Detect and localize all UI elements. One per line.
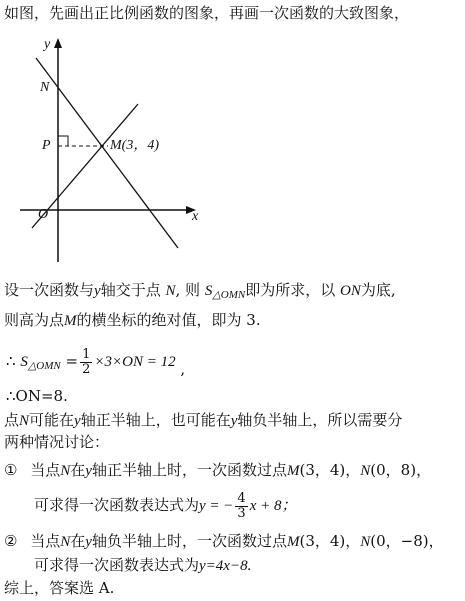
case1-n: N (60, 463, 71, 479)
eq1-s: S (20, 354, 28, 370)
eq1-frac (80, 348, 92, 377)
case1-y: y (85, 463, 92, 479)
conclusion: 综上，答案选 A. (4, 579, 115, 597)
case2-d: (3，4)， (299, 532, 361, 550)
case2-n: N (60, 534, 71, 550)
intro-text: 如图，先画出正比例函数的图象，再画一次函数的大致图象， (4, 4, 410, 22)
p3-d: 轴负半轴上，所以需要分 (237, 411, 403, 429)
case1-num: 4 (237, 490, 246, 506)
p3-y2: y (230, 413, 238, 429)
case1-d: (3，4)， (299, 461, 361, 479)
eq1-rest: ×3×ON = 12 (94, 354, 176, 370)
case2-e: (0，−8)， (370, 532, 444, 550)
case-2-line-2 (34, 555, 251, 576)
case1-n2: N (360, 463, 371, 479)
case-1-line-1 (4, 460, 431, 481)
eq1-eq: = (65, 352, 79, 370)
p1-n: N (165, 283, 176, 299)
p2-b: 的横坐标的绝对值，即为 3. (76, 311, 261, 329)
x-axis-label: x (192, 209, 199, 224)
case1-marker: ① (4, 461, 18, 479)
right-angle-mark (58, 136, 68, 146)
eq1-comma: , (180, 360, 186, 378)
p1-s: S (204, 283, 213, 299)
case1-a: 当点 (30, 461, 61, 479)
equation-2: ∴ON=8. (6, 387, 68, 405)
case2-a: 当点 (30, 532, 61, 550)
case2-c: 轴负半轴上时，一次函数过点 (91, 532, 287, 550)
p3-a: 点 (4, 411, 20, 429)
eq1-sub: △OMN (27, 360, 61, 372)
p3-y1: y (74, 413, 81, 429)
case2-y: y (85, 534, 92, 550)
eq1-num: 1 (82, 346, 91, 362)
case2-m: M (286, 534, 300, 550)
paragraph-2 (4, 310, 261, 331)
case2-n2: N (360, 534, 371, 550)
p3-n: N (19, 413, 30, 429)
case2-marker: ② (4, 532, 18, 550)
p1-sub: △OMN (212, 289, 246, 301)
p1-a: 设一次函数与 (4, 281, 95, 299)
case1-den: 3 (237, 505, 246, 521)
case1-c: 轴正半轴上时，一次函数过点 (91, 461, 287, 479)
case1-f: 可求得一次函数表达式为 (34, 496, 200, 514)
p1-y: y (94, 283, 101, 299)
p1-e: 为底, (360, 281, 396, 299)
p3-b: 可能在 (29, 411, 75, 429)
case1-b: 在 (70, 461, 86, 479)
paragraph-4: 两种情况讨论： (4, 433, 110, 451)
point-m-label: M(3，4) (110, 138, 159, 153)
point-p-label: P (42, 138, 51, 153)
eq1-therefore: ∴ (6, 352, 16, 370)
p1-c: , 则 (175, 281, 201, 299)
p1-on: ON (340, 283, 361, 299)
origin-label: O (38, 207, 49, 222)
case2-expr: y=4x−8. (199, 558, 252, 574)
point-n-label: N (40, 80, 50, 95)
paragraph-3 (4, 410, 402, 431)
case-1-line-2 (34, 484, 296, 526)
y-axis-arrow (54, 38, 62, 48)
eq1-den: 2 (82, 361, 91, 377)
case1-e: (0，8)， (370, 461, 432, 479)
p1-d: 即为所求，以 (245, 281, 336, 299)
case-2-line-1 (4, 531, 444, 552)
case1-rhs: x + 8； (249, 498, 297, 514)
y-axis-label: y (44, 37, 51, 52)
case2-f: 可求得一次函数表达式为 (34, 556, 200, 574)
p3-c: 轴正半轴上，也可能在 (80, 411, 231, 429)
p2-m: M (64, 313, 77, 329)
function-graph (0, 0, 465, 265)
case1-frac (235, 492, 247, 521)
p2-a: 则高为点 (4, 311, 65, 329)
case1-m: M (286, 463, 300, 479)
paragraph-1 (4, 280, 396, 305)
equation-1 (6, 340, 185, 382)
case2-b: 在 (70, 532, 86, 550)
case1-lhs: y = − (199, 498, 234, 514)
p1-b: 轴交于点 (100, 281, 161, 299)
